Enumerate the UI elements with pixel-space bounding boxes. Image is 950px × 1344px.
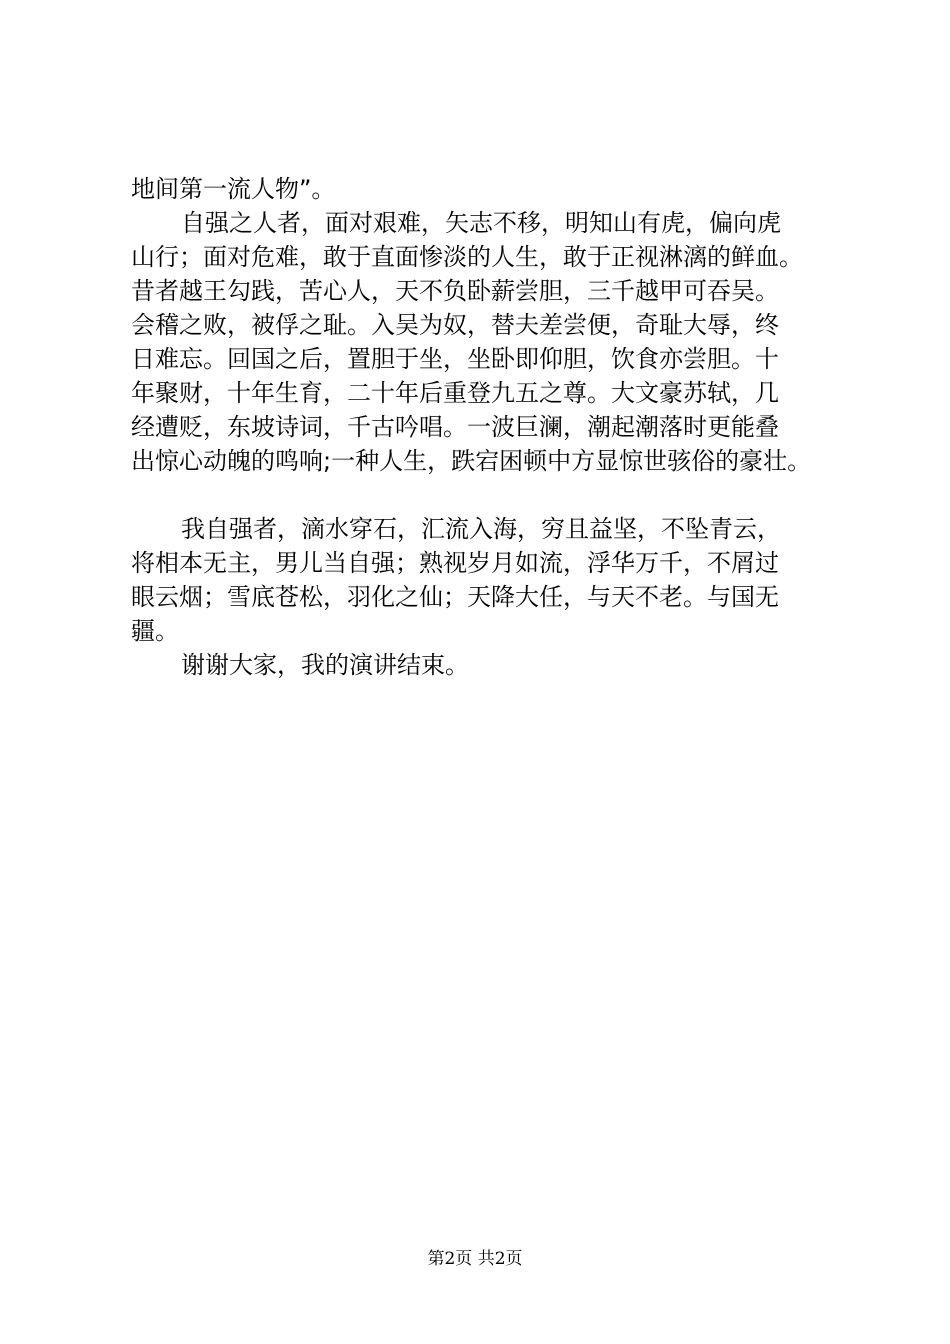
text-line: 自强之人者，面对艰难，矢志不移，明知山有虎，偏向虎: [181, 209, 781, 237]
text-line: 将相本无主，男儿当自强；熟视岁月如流，浮华万千，不屑过: [131, 549, 779, 577]
text-line: 会稽之败，被俘之耻。入吴为奴，替夫差尝便，奇耻大辱，终: [131, 311, 779, 339]
text-line: 经遭贬，东坡诗词，千古吟唱。一波巨澜，潮起潮落时更能叠: [131, 413, 779, 441]
text-line: 山行；面对危难，敢于直面惨淡的人生，敢于正视淋漓的鲜血。: [131, 243, 803, 271]
text-line: 昔者越王勾践，苦心人，天不负卧薪尝胆，三千越甲可吞吴。: [131, 277, 779, 305]
text-line: 眼云烟；雪底苍松，羽化之仙；天降大任，与天不老。与国无: [131, 583, 779, 611]
document-body: [131, 172, 851, 682]
text-line: 日难忘。回国之后，置胆于坐，坐卧即仰胆，饮食亦尝胆。十: [131, 345, 779, 373]
text-line: 谢谢大家，我的演讲结束。: [181, 651, 469, 679]
paragraph-gap: [131, 478, 851, 512]
text-line: 疆。: [131, 617, 179, 645]
page-footer: 第2页 共2页: [427, 1249, 523, 1269]
text-line: 我自强者，滴水穿石，汇流入海，穷且益坚，不坠青云，: [181, 515, 781, 543]
text-line: 出惊心动魄的鸣响;一种人生，跌宕困顿中方显惊世骇俗的豪壮。: [131, 447, 812, 475]
text-line: 地间第一流人物”。: [131, 175, 336, 203]
text-line: 年聚财，十年生育，二十年后重登九五之尊。大文豪苏轼，几: [131, 379, 779, 407]
